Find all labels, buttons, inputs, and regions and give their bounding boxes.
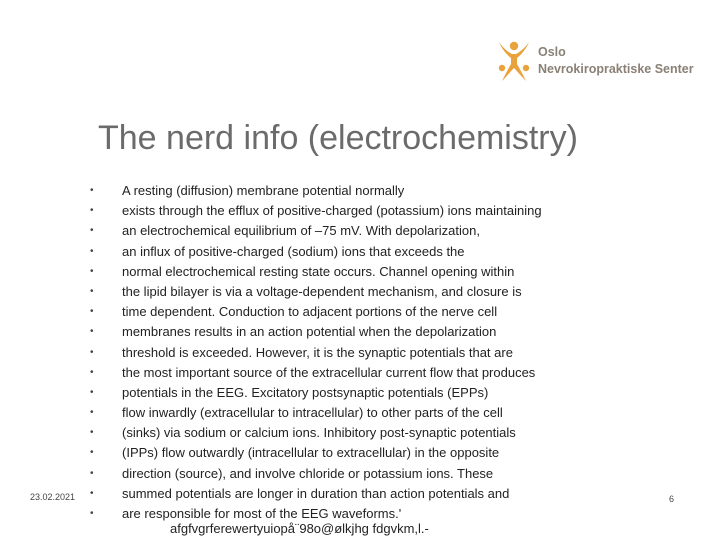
brand-logo [496, 38, 696, 88]
bullet-text: direction (source), and involve chloride or potassium ions. These [122, 465, 494, 481]
bullet-dot: • [90, 386, 94, 398]
bullet-line [90, 383, 610, 403]
bullet-line [90, 221, 610, 241]
bullet-line [90, 363, 610, 383]
figure-logo-icon [496, 38, 532, 84]
bullet-line [90, 302, 610, 322]
bullet-dot: • [90, 205, 94, 217]
bullet-dot: • [90, 306, 94, 318]
bullet-text: normal electrochemical resting state occurs. Channel opening within [122, 263, 515, 279]
brand-line-2: Nevrokiropraktiske Senter [538, 62, 694, 76]
bullet-line [90, 464, 610, 484]
bullet-line [90, 423, 610, 443]
slide-title: The nerd info (electrochemistry) [98, 119, 578, 157]
bullet-list [90, 181, 610, 524]
brand-line-1: Oslo [538, 45, 566, 59]
bullet-dot: • [90, 265, 94, 277]
bullet-line [90, 484, 610, 504]
bullet-dot: • [90, 407, 94, 419]
bullet-line [90, 242, 610, 262]
bullet-line [90, 282, 610, 302]
bullet-line [90, 181, 610, 201]
brand-name [538, 44, 694, 78]
bullet-text: potentials in the EEG. Excitatory postsynaptic potentials (EPPs) [122, 384, 489, 400]
bullet-text: flow inwardly (extracellular to intracellular) to other parts of the cell [122, 405, 503, 421]
bullet-dot: • [90, 447, 94, 459]
bullet-dot: • [90, 225, 94, 237]
trailing-text: afgfvgrferewertyuiopå¨98o@ølkjhg fdgvkm,l.- [170, 521, 429, 536]
bullet-text: A resting (diffusion) membrane potential normally [122, 183, 405, 198]
bullet-line [90, 403, 610, 423]
bullet-text: (IPPs) flow outwardly (intracellular to extracellular) in the opposite [122, 445, 500, 461]
bullet-dot: • [90, 487, 94, 499]
footer-date: 23.02.2021 [30, 492, 76, 502]
bullet-dot: • [90, 326, 94, 338]
bullet-text: threshold is exceeded. However, it is the synaptic potentials that are [122, 344, 513, 360]
bullet-dot: • [90, 467, 94, 479]
bullet-line [90, 322, 610, 342]
bullet-text: time dependent. Conduction to adjacent portions of the nerve cell [122, 304, 498, 320]
bullet-line [90, 201, 610, 221]
bullet-line [90, 443, 610, 463]
bullet-dot: • [90, 427, 94, 439]
page-number: 6 [669, 494, 675, 504]
bullet-text: an electrochemical equilibrium of –75 mV. With depolarization, [122, 223, 480, 239]
bullet-dot: • [90, 285, 94, 297]
bullet-dot: • [90, 245, 94, 257]
bullet-line [90, 343, 610, 363]
bullet-text: the lipid bilayer is via a voltage-dependent mechanism, and closure is [122, 283, 522, 299]
bullet-text: the most important source of the extracellular current flow that produces [122, 364, 536, 380]
bullet-dot: • [90, 185, 94, 196]
bullet-text: membranes results in an action potential when the depolarization [122, 324, 497, 340]
bullet-text: an influx of positive-charged (sodium) ions that exceeds the [122, 243, 465, 259]
bullet-text: summed potentials are longer in duration than action potentials and [122, 485, 510, 501]
bullet-text: exists through the efflux of positive-charged (potassium) ions maintaining [122, 203, 542, 219]
bullet-dot: • [90, 508, 94, 519]
bullet-dot: • [90, 366, 94, 378]
bullet-text: are responsible for most of the EEG waveforms.' [122, 506, 402, 521]
bullet-dot: • [90, 346, 94, 358]
bullet-text: (sinks) via sodium or calcium ions. Inhibitory post-synaptic potentials [122, 425, 516, 441]
bullet-line [90, 262, 610, 282]
